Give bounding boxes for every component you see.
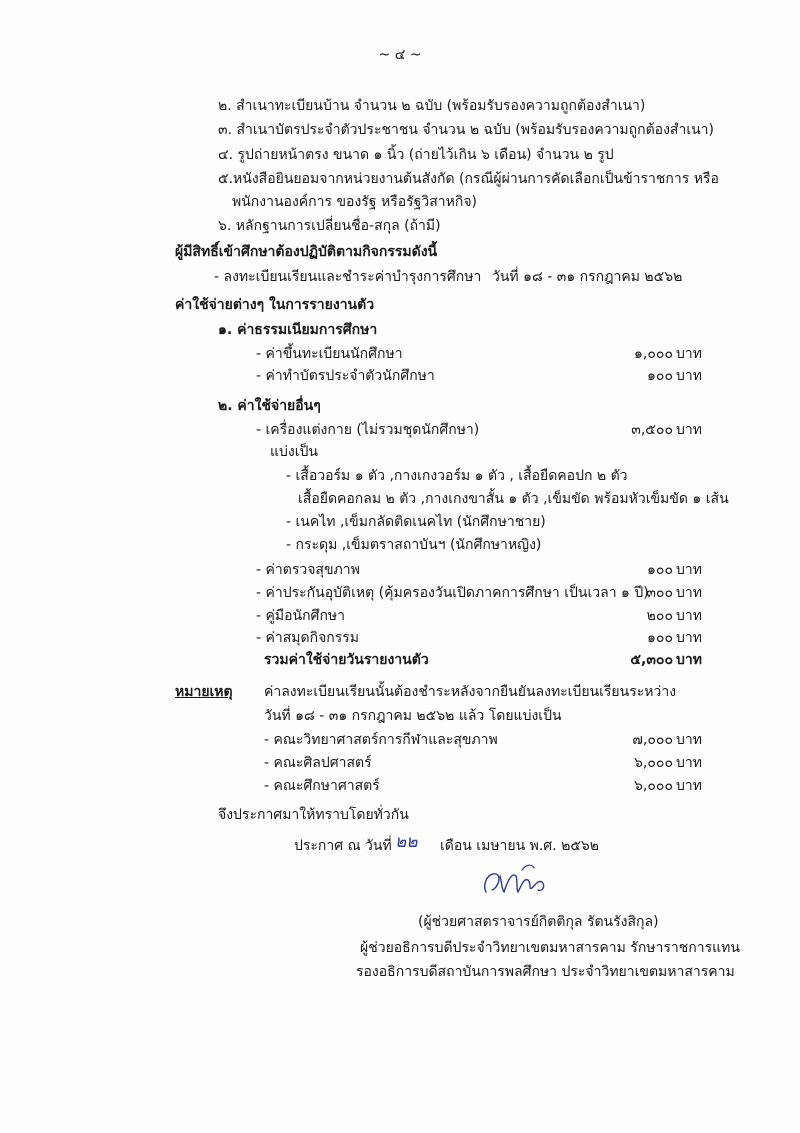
fees-heading: ๑. ค่าธรรมเนียมการศึกษา — [218, 322, 378, 338]
fee-amount: ๑๐๐ — [647, 368, 673, 384]
other-heading: ๒. ค่าใช้จ่ายอื่นๆ — [218, 398, 321, 414]
total-unit: บาท — [676, 652, 702, 668]
other-unit: บาท — [676, 630, 702, 646]
other-amount: ๑๐๐ — [647, 562, 673, 578]
uniform-amount: ๓,๕๐๐ — [631, 422, 673, 438]
other-label: - คู่มือนักศึกษา — [256, 608, 346, 624]
faculty-unit: บาท — [676, 732, 702, 748]
expenses-heading: ค่าใช้จ่ายต่างๆ ในการรายงานตัว — [175, 297, 375, 313]
uniform-label: - เครื่องแต่งกาย (ไม่รวมชุดนักศึกษา) — [256, 422, 480, 438]
faculty-label: - คณะศิลปศาสตร์ — [264, 755, 372, 771]
other-unit: บาท — [676, 562, 702, 578]
document-item-5: ๕.หนังสือยินยอมจากหน่วยงานต้นสังกัด (กรณีผู้ผ่านการคัดเลือกเป็นข้าราชการ หรือ — [218, 171, 719, 187]
document-item-2: ๒. สำเนาทะเบียนบ้าน จำนวน ๒ ฉบับ (พร้อมรับรองความถูกต้องสำเนา) — [218, 98, 646, 114]
activities-date: วันที่ ๑๘ - ๓๑ กรกฎาคม ๒๕๖๒ — [492, 269, 683, 285]
signatory-position: ผู้ช่วยอธิการบดีประจำวิทยาเขตมหาสารคาม รักษาราชการแทน — [360, 940, 740, 956]
note-label: หมายเหตุ — [175, 684, 233, 700]
faculty-label: - คณะวิทยาศาสตร์การกีฬาและสุขภาพ — [264, 732, 498, 748]
note-text: วันที่ ๑๘ - ๓๑ กรกฎาคม ๒๕๖๒ แล้ว โดยแบ่งเป็น — [264, 708, 562, 724]
activities-item: - ลงทะเบียนเรียนและชำระค่าบำรุงการศึกษา — [214, 269, 482, 285]
fee-label: - ค่าขึ้นทะเบียนนักศึกษา — [256, 346, 403, 362]
other-amount: ๑๐๐ — [647, 630, 673, 646]
fee-unit: บาท — [676, 368, 702, 384]
signatory-name: (ผู้ช่วยศาสตราจารย์กิตติกุล รัตนรังสิกุล) — [418, 914, 659, 930]
fee-amount: ๑,๐๐๐ — [634, 346, 673, 362]
activities-heading: ผู้มีสิทธิ์เข้าศึกษาต้องปฏิบัติตามกิจกรรมดังนี้ — [175, 244, 438, 260]
uniform-item: - เนคไท ,เข็มกลัดติดเนคไท (นักศึกษาชาย) — [286, 514, 546, 530]
faculty-amount: ๖,๐๐๐ — [634, 778, 673, 794]
other-unit: บาท — [676, 608, 702, 624]
other-amount: ๒๐๐ — [646, 608, 673, 624]
document-item-4: ๔. รูปถ่ายหน้าตรง ขนาด ๑ นิ้ว (ถ่ายไว้เกิน ๖ เดือน) จำนวน ๒ รูป — [218, 147, 614, 163]
document-item-6: ๖. หลักฐานการเปลี่ยนชื่อ-สกุล (ถ้ามี) — [218, 218, 441, 234]
other-label: - ค่าสมุดกิจกรรม — [256, 630, 360, 646]
uniform-item: - เสื้อวอร์ม ๑ ตัว ,กางเกงวอร์ม ๑ ตัว , เสื้อยืดคอปก ๒ ตัว — [286, 468, 628, 484]
other-amount: ๓๐๐ — [646, 585, 673, 601]
announce-day: ๒๒ — [395, 832, 418, 852]
faculty-unit: บาท — [676, 778, 702, 794]
fee-label: - ค่าทำบัตรประจำตัวนักศึกษา — [256, 368, 435, 384]
closing-text: จึงประกาศมาให้ทราบโดยทั่วกัน — [218, 807, 409, 823]
page-number: ~ ๔ ~ — [378, 47, 422, 63]
total-amount: ๕,๓๐๐ — [630, 652, 673, 668]
document-item-5-cont: พนักงานองค์การ ของรัฐ หรือรัฐวิสาหกิจ) — [232, 194, 478, 210]
faculty-label: - คณะศึกษาศาสตร์ — [264, 778, 380, 794]
fee-unit: บาท — [676, 346, 702, 362]
announce-suffix: เดือน เมษายน พ.ศ. ๒๕๖๒ — [440, 838, 600, 854]
other-unit: บาท — [676, 585, 702, 601]
other-label: - ค่าประกันอุบัติเหตุ (คุ้มครองวันเปิดภาคการศึกษา เป็นเวลา ๑ ปี) — [256, 585, 649, 601]
uniform-item: เสื้อยืดคอกลม ๒ ตัว ,กางเกงขาสั้น ๑ ตัว ,เข็มขัด พร้อมหัวเข็มขัด ๑ เส้น — [298, 491, 729, 507]
uniform-unit: บาท — [676, 422, 702, 438]
announce-prefix: ประกาศ ณ วันที่ — [294, 838, 392, 854]
document-item-3: ๓. สำเนาบัตรประจำตัวประชาชน จำนวน ๒ ฉบับ (พร้อมรับรองความถูกต้องสำเนา) — [218, 122, 715, 138]
faculty-amount: ๗,๐๐๐ — [632, 732, 673, 748]
divided-label: แบ่งเป็น — [270, 444, 318, 460]
other-label: - ค่าตรวจสุขภาพ — [256, 562, 360, 578]
note-text: ค่าลงทะเบียนเรียนนั้นต้องชำระหลังจากยืนยันลงทะเบียนเรียนระหว่าง — [264, 684, 677, 700]
faculty-amount: ๖,๐๐๐ — [634, 755, 673, 771]
uniform-item: - กระดุม ,เข็มตราสถาบันฯ (นักศึกษาหญิง) — [286, 537, 542, 553]
faculty-unit: บาท — [676, 755, 702, 771]
total-label: รวมค่าใช้จ่ายวันรายงานตัว — [264, 652, 429, 668]
handwritten-signature — [478, 858, 558, 900]
signatory-position: รองอธิการบดีสถาบันการพลศึกษา ประจำวิทยาเขตมหาสารคาม — [356, 964, 735, 980]
